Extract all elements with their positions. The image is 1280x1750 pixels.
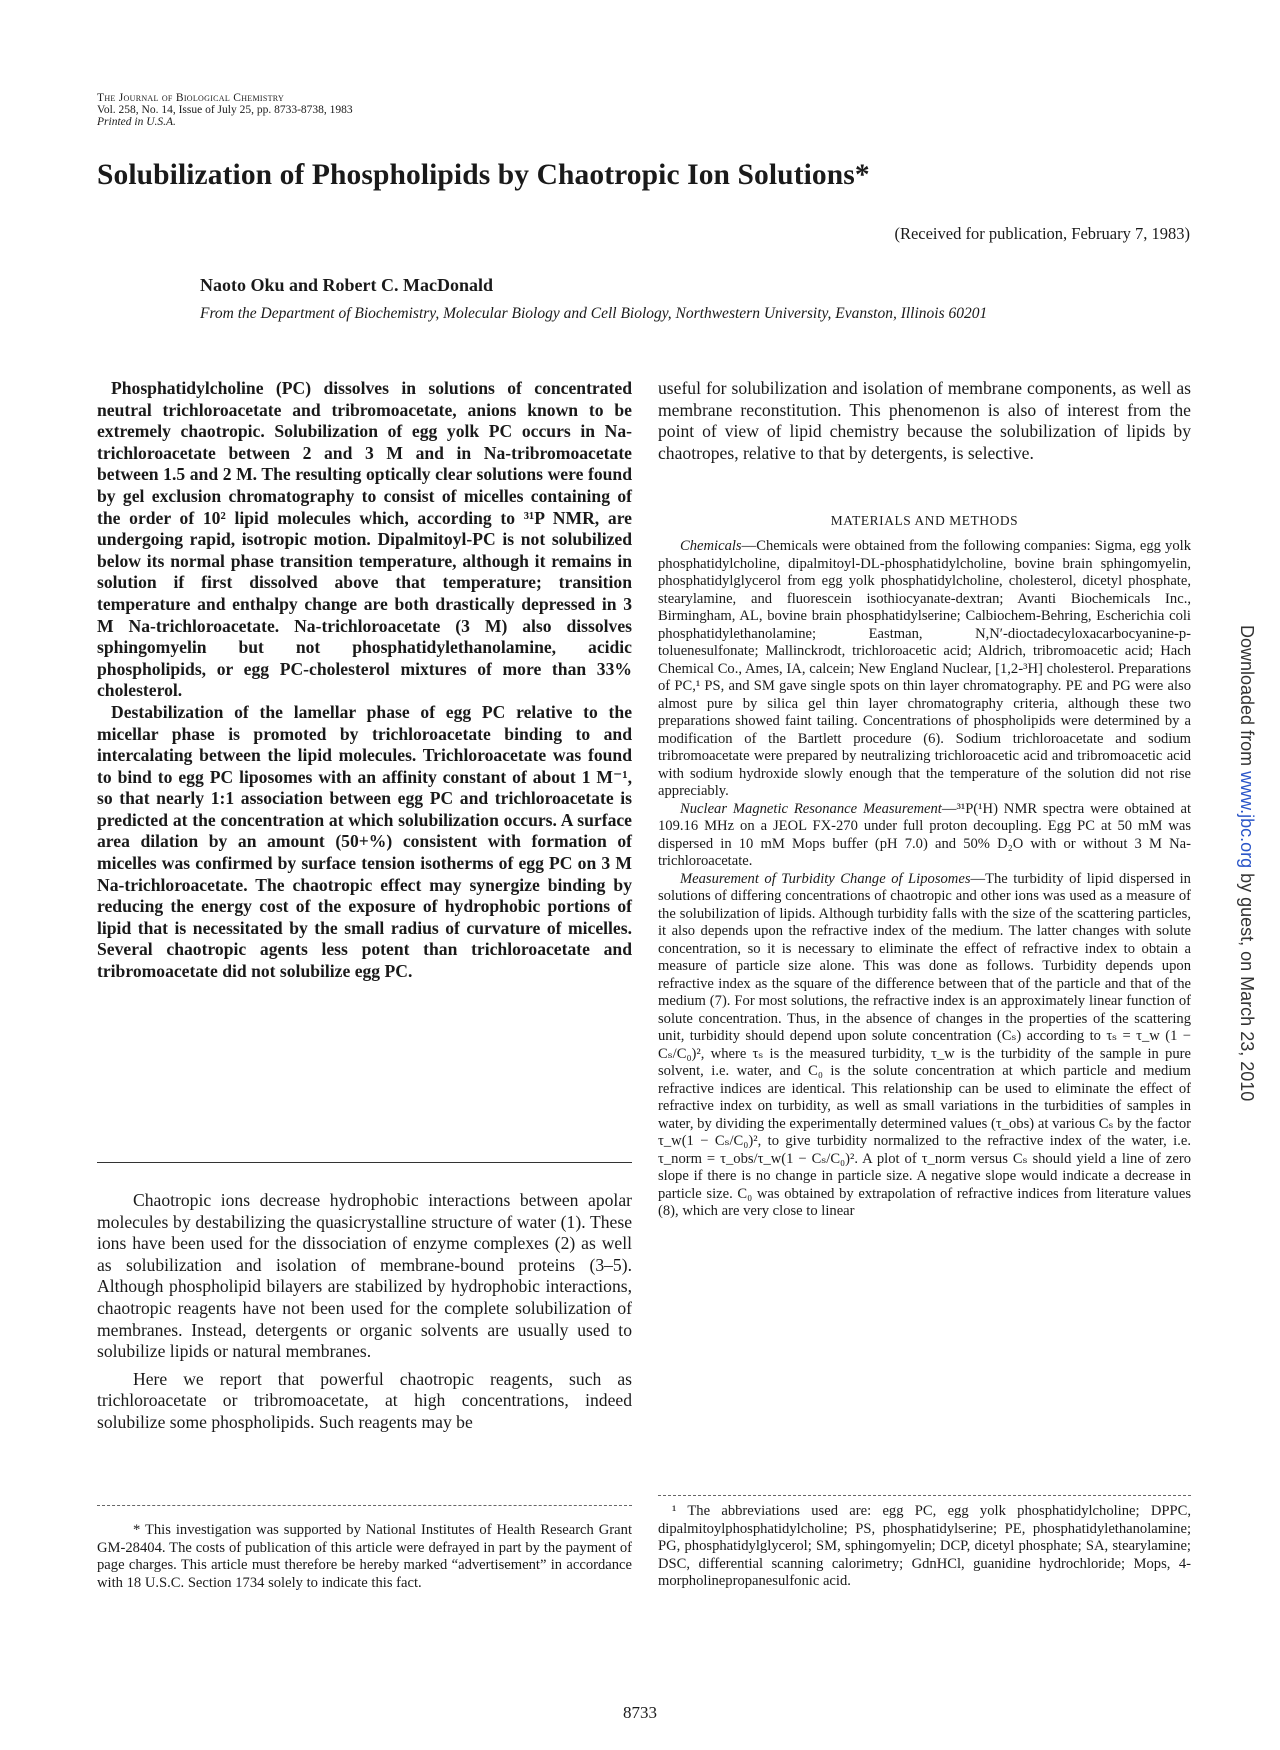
intro-continuation: useful for solubilization and isolation of membrane components, as well as membrane reconstitution. This phenomenon is also of interest from the point of view of lipid chemistry because the solubilization of lipids by chaotropes, relative to that by detergents, is selective. [658, 378, 1191, 463]
intro-paragraph-2: Here we report that powerful chaotropic reagents, such as trichloroacetate or tribromoacetate, at high concentrations, indeed solubilize some phospholipids. Such reagents may be [97, 1368, 632, 1432]
download-prefix: Downloaded from [1237, 625, 1257, 772]
methods-text [658, 538, 1191, 1221]
chemicals-paragraph [658, 538, 1191, 801]
nmr-body: —³¹P(¹H) NMR spectra were obtained at 109.16 MHz on a JEOL FX-270 under full proton decoupling. Egg PC at 50 mM was dispersed in 10 mM Mops buffer (pH 7.0) and 50% D₂O with or without 3 M Na-trichloroacetate. [658, 800, 1191, 869]
page-number: 8733 [623, 1703, 657, 1722]
introduction [97, 1190, 632, 1440]
affiliation: From the Department of Biochemistry, Molecular Biology and Cell Biology, Northwestern University, Evanston, Illinois 60201 [200, 305, 988, 322]
journal-name: The Journal of Biological Chemistry [97, 92, 285, 104]
nmr-heading: Nuclear Magnetic Resonance Measurement [680, 800, 942, 817]
abstract-divider [97, 1162, 632, 1163]
chemicals-heading: Chemicals [680, 538, 742, 554]
funding-footnote: * This investigation was supported by National Institutes of Health Research Grant GM-28404. The costs of publication of this article were defrayed in part by the payment of page charges. This article must therefore be hereby marked “advertisement” in accordance with 18 U.S.C. Section 1734 solely to indicate this fact. [97, 1522, 632, 1591]
abstract-paragraph-1: Phosphatidylcholine (PC) dissolves in solutions of concentrated neutral trichloroacetate and tribromoacetate, anions known to be extremely chaotropic. Solubilization of egg yolk PC occurs in Na-trichloroacetate between 2 and 3 M and in Na-tribromoacetate between 1.5 and 2 M. The resulting optically clear solutions were found by gel exclusion chromatography to consist of micelles containing of the order of 10² lipid molecules which, according to ³¹P NMR, are undergoing rapid, isotropic motion. Dipalmitoyl-PC is not solubilized below its normal phase transition temperature, although it remains in solution if first dissolved above that temperature; transition temperature and enthalpy change are both drastically depressed in 3 M Na-trichloroacetate. Na-trichloroacetate (3 M) also dissolves sphingomyelin but not phosphatidylethanolamine, acidic phospholipids, or egg PC-cholesterol mixtures of more than 33% cholesterol. [97, 378, 632, 701]
abstract-paragraph-2: Destabilization of the lamellar phase of egg PC relative to the micellar phase is promoted by trichloroacetate binding to and intercalating between the lipid molecules. Trichloroacetate was found to bind to egg PC liposomes with an affinity constant of about 1 M⁻¹, so that nearly 1:1 association between egg PC and trichloroacetate is predicted at the concentration at which solubilization occurs. A surface area dilation by an amount (50+%) consistent with formation of micelles was confirmed by surface tension isotherms of egg PC on 3 M Na-trichloroacetate. The chaotropic effect may synergize binding by reducing the energy cost of the exposure of hydrophobic portions of lipid that is necessitated by the small radius of curvature of micelles. Several chaotropic agents less potent than trichloroacetate and tribromoacetate did not solubilize egg PC. [97, 701, 632, 982]
abbreviations-footnote: ¹ The abbreviations used are: egg PC, egg yolk phosphatidylcholine; DPPC, dipalmitoylphosphatidylcholine; PS, phosphatidylserine; PE, phosphatidylethanolamine; PG, phosphatidylglycerol; SM, sphingomyelin; DCP, dicetyl phosphate; SA, stearylamine; DSC, differential scanning calorimetry; GdnHCl, guanidine hydrochloride; Mops, 4-morpholinepropanesulfonic acid. [658, 1503, 1191, 1590]
download-notice [1232, 625, 1262, 1102]
footnote-divider-right [658, 1495, 1191, 1496]
download-suffix: by guest, on March 23, 2010 [1237, 868, 1257, 1102]
abstract [97, 378, 632, 983]
printed-line: Printed in U.S.A. [97, 116, 176, 128]
article-title: Solubilization of Phospholipids by Chaotropic Ion Solutions* [97, 159, 870, 191]
jbc-link[interactable]: www.jbc.org [1237, 771, 1257, 869]
journal-header [97, 92, 517, 128]
intro-paragraph-1: Chaotropic ions decrease hydrophobic interactions between apolar molecules by destabilizing the quasicrystalline structure of water (1). These ions have been used for the dissociation of enzyme complexes (2) as well as solubilization and isolation of membrane-bound proteins (3–5). Although phospholipid bilayers are stabilized by hydrophobic interactions, chaotropic reagents have not been used for the complete solubilization of membranes. Instead, detergents or organic solvents are usually used to solubilize lipids or natural membranes. [97, 1190, 632, 1362]
chemicals-body: —Chemicals were obtained from the following companies: Sigma, egg yolk phosphatidylcholine, dipalmitoyl-DL-phosphatidylcholine, bovine brain sphingomyelin, phosphatidylglycerol from egg yolk phosphatidylcholine, cholesterol, dicetyl phosphate, stearylamine, and fluorescein isothiocyanate-dextran; Avanti Biochemicals Inc., Birmingham, AL, bovine brain phosphatidylserine; Calbiochem-Behring, Escherichia coli phosphatidylethanolamine; Eastman, N,N′-dioctadecyloxacarbocyanine-p-toluenesulfonate; Mallinckrodt, trichloroacetic acid; Aldrich, tribromoacetic acid; Hach Chemical Co., Ames, IA, calcein; New England Nuclear, [1,2-³H] cholesterol. Preparations of PC,¹ PS, and SM gave single spots on thin layer chromatography. PE and PG were also almost pure by silica gel thin layer chromatography criteria, although these two preparations showed faint tailing. Concentrations of phospholipids were determined by a modification of the Bartlett procedure (6). Sodium trichloroacetate and sodium tribromoacetate were prepared by neutralizing trichloroacetic acid and tribromoacetic acid with sodium hydroxide slowly enough that the temperature of the solution did not rise appreciably. [658, 538, 1191, 799]
turbidity-body: —The turbidity of lipid dispersed in solutions of differing concentrations of chaotropic and other ions was used as a measure of the solubilization of lipids. Although turbidity falls with the size of the scattering particles, it also depends upon the refractive index of the medium. The latter changes with solute concentration, so it is necessary to eliminate the effect of refractive index to obtain a measure of particle size alone. This was done as follows. Turbidity depends upon refractive index as the square of the difference between that of the particle and that of the medium (7). For most solutions, the refractive index is an approximately linear function of solute concentration. Thus, in the absence of changes in the properties of the scattering unit, turbidity should depend upon solute concentration (Cₛ) according to τₛ = τ_w (1 − Cₛ/C₀)², where τₛ is the measured turbidity, τ_w is the turbidity of the sample in pure solvent, i.e. water, and C₀ is the solute concentration at which particle and medium refractive indices are identical. This relationship can be used to eliminate the effect of refractive index on turbidity, as well as small variations in the turbidities of samples in water, by dividing the experimentally determined values (τ_obs) at various Cₛ by the factor τ_w(1 − Cₛ/C₀)², to give turbidity normalized to the refractive index of the water, i.e. τ_norm = τ_obs/τ_w(1 − Cₛ/C₀)². A plot of τ_norm versus Cₛ should yield a line of zero slope if there is no change in particle size. A negative slope would indicate a decrease in particle size. C₀ was obtained by extrapolation of refractive indices from literature values (8), which are very close to linear [658, 870, 1191, 1219]
nmr-paragraph [658, 801, 1191, 871]
turbidity-paragraph [658, 871, 1191, 1221]
received-date: (Received for publication, February 7, 1983) [894, 224, 1190, 243]
turbidity-heading: Measurement of Turbidity Change of Liposomes [680, 870, 971, 887]
download-sidebar [1232, 625, 1262, 1102]
authors: Naoto Oku and Robert C. MacDonald [200, 275, 494, 295]
section-heading: MATERIALS AND METHODS [830, 513, 1019, 528]
footnote-divider-left [97, 1505, 632, 1506]
volume-line: Vol. 258, No. 14, Issue of July 25, pp. 8733-8738, 1983 [97, 104, 353, 116]
